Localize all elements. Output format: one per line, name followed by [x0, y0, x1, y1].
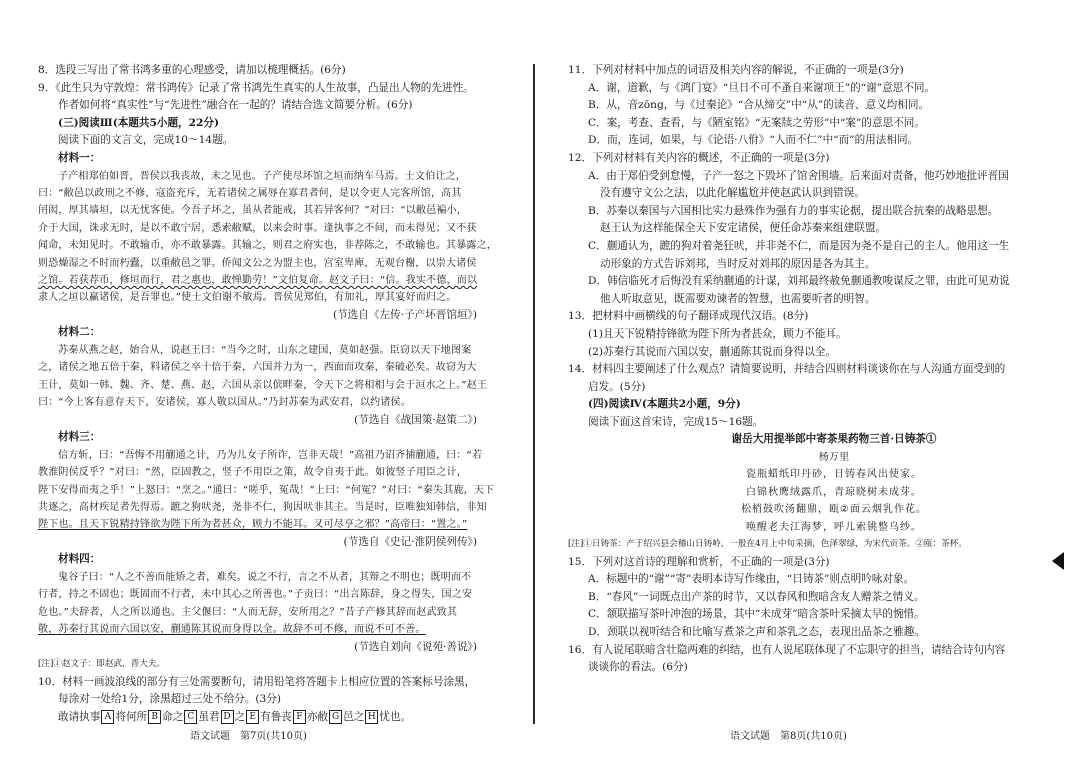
material-4-text [38, 569, 523, 639]
q11-option-a: A．谢，道歉，与《鸿门宴》“旦日不可不蚤自来谢项王”的“谢”意思不同。 [588, 81, 936, 94]
q12-option-d: D．韩信临死才后悔没有采纳蒯通的计谋，刘邦最终赦免蒯通教唆谋反之罪，由此可见劝说 [588, 275, 1010, 288]
material-1-line: 则恐燥湿之不时而朽蠹，以重敝邑之罪。侨闻文公之为盟主也，宫室卑庳，无观台榭，以崇大诸侯 [38, 257, 477, 269]
material-3-text [38, 447, 523, 534]
material-2-text [38, 342, 523, 412]
seg: 之 [234, 711, 246, 724]
poem-line-4: 唤醒老夫江海梦，呼儿索铫整乌纱。 [746, 521, 922, 533]
seg: 虽君 [198, 711, 220, 724]
q15-option-c: C．颔联描写茶叶冲泡的场景，其中“未成芽”暗含茶叶采摘太早的惋惜。 [588, 608, 925, 621]
q11-option-b: B．从，音zōng，与《过秦论》“合从缔交”中“从”的读音、意义均相同。 [588, 99, 930, 112]
q15-option-b: B．“春风”一词既点出产茶的时节，又以春风和煦暗含友人赠茶之情义。 [588, 590, 925, 603]
material-1-title: 材料一： [58, 151, 101, 164]
seg: 有鲁丧 [260, 711, 292, 724]
material-2-line: 苏秦从燕之赵，始合从，说赵王曰：“当今之时，山东之建国，莫如赵强。臣窃以天下地图案 [58, 345, 472, 356]
poem-line-1: 瓷瓶蜡纸印丹砂，日铸春风出使家。 [746, 469, 922, 481]
box-g[interactable]: G [329, 710, 342, 724]
question-14-line-2: 启发。(5分) [588, 380, 646, 393]
seg: 邑之 [343, 711, 365, 724]
material-4-source: (节选自刘向《说苑·善说》) [354, 640, 477, 653]
seg: 亦敝 [306, 711, 329, 724]
q12-option-b: B．苏秦以秦国与六国相比实力悬殊作为强有力的事实论据，提出联合抗秦的战略思想。 [588, 204, 999, 217]
material-3-line: 陛下安得而夷之乎！”上怒曰：“烹之。”通曰：“嗟乎，冤哉！”上曰：“何冤？”对曰：“秦失其鹿，天下 [38, 484, 495, 496]
question-16-line-2: 谈谈你的看法。(6分) [588, 661, 688, 674]
question-14-line-1: 14．材料四主要阐述了什么观点？请简要说明，并结合四则材料谈谈你在与人沟通方面受到的 [568, 363, 1006, 376]
poem-author: 杨万里 [818, 452, 850, 464]
question-8: 8．选段三写出了常书鸿多重的心理感受，请加以梳理概括。(6分) [38, 64, 346, 76]
question-13: 13．把材料中画横线的句子翻译成现代汉语。(8分) [568, 310, 809, 323]
page-8 [540, 0, 1080, 779]
footer-page-8: 语文试题 第8页(共10页) [730, 731, 847, 742]
answer-prefix: 敢请执事 [58, 711, 101, 724]
q12-option-c-cont: 动形象的方式告诉刘邦，当时反对刘邦的原因是各为其主。 [600, 257, 876, 270]
material-1-line: 闬闳，厚其墙垣，以无忧客使。今吾子坏之，虽从者能戒，其若异客何？”对曰：“以敝邑褊小， [38, 205, 467, 217]
question-11: 11．下列对材料中加点的词语及相关内容的解说，不正确的一项是(3分) [568, 64, 904, 76]
page-7 [0, 0, 533, 779]
material-2-title: 材料二： [58, 326, 101, 339]
q12-option-c: C．蒯通认为，蹠的狗对着尧狂吠，并非尧不仁，而是因为尧不是自己的主人。他用这一生 [588, 239, 1010, 252]
question-15: 15．下列对这首诗的理解和赏析，不正确的一项是(3分) [568, 555, 830, 568]
page-divider [533, 64, 535, 724]
material-3-line: 信方斩，曰：“吾悔不用蒯通之计，乃为儿女子所诈，岂非天哉！”高祖乃诏齐捕蒯通，曰：“若 [58, 449, 483, 461]
question-9-line-1: 9．《此生只为守敦煌：常书鸿传》记录了常书鸿先生真实的人生故事，凸显出人物的先进性。 [38, 81, 474, 94]
section-3-instruction: 阅读下面的文言文，完成10～14题。 [58, 134, 234, 147]
material-2-line: 王计，莫如一韩、魏、齐、楚、燕、赵，六国从亲以傧畔秦，令天下之将相相与会于洹水之上。”赵王 [38, 379, 488, 391]
material-4-title: 材料四： [58, 553, 101, 566]
material-4-underlined-line: 敬，苏秦行其说而六国以安，蒯通陈其说而身得以全。故辞不可不修，而说不可不善。 [38, 624, 426, 636]
q15-option-a: A．标题中的“谢”“寄”表明本诗写作缘由，“日铸茶”则点明吟咏对象。 [588, 573, 915, 586]
material-2-source: (节选自《战国策·赵策二》) [354, 413, 477, 426]
section-4-instruction: 阅读下面这首宋诗，完成15～16题。 [588, 415, 764, 428]
box-d[interactable]: D [221, 710, 234, 724]
question-10-line-1: 10．材料一画波浪线的部分有三处需要断句，请用铅笔将答题卡上相应位置的答案标号涂黑， [38, 675, 476, 688]
q15-option-d: D．颈联以视听结合和比喻写煮茶之声和茶乳之态，表现出品茶之雅趣。 [588, 626, 925, 639]
material-1-source: (节选自《左传·子产坏晋馆垣》) [332, 308, 477, 321]
material-4-line: 危也。”夫辞者，人之所以通也。主父偃曰：“人而无辞，安所用之？”昔子产修其辞而赵武致其 [38, 606, 458, 618]
footer-page-7: 语文试题 第7页(共10页) [190, 731, 307, 742]
poem-line-3: 松梢鼓吹汤翻鼎，瓯②面云烟乳作花。 [741, 504, 927, 516]
box-f[interactable]: F [293, 710, 306, 724]
poem-title: 谢岳大用提举郎中寄茶果药物三首·日铸茶① [731, 433, 937, 446]
q12-option-a: A．由于郑伯受到怠慢，子产一怒之下毁坏了馆舍围墙。后来面对责备，他巧妙地批评晋国 [588, 169, 1009, 182]
poem-line-2: 白锦秋鹰绒露爪，青琼晓树未成芽。 [746, 486, 922, 498]
box-h[interactable]: H [365, 710, 378, 724]
material-1-line: 隶人之垣以赢诸侯，是吾罪也。”使士文伯谢不敏焉。晋侯见郑伯，有加礼，厚其宴好而归之。 [38, 292, 457, 304]
section-4-heading: (四)阅读Ⅳ(本题共2小题，9分) [588, 398, 741, 411]
material-1-line: 介于大国，诛求无时，是以不敢宁居，悉索敝赋，以来会时事。逢执事之不间，而未得见；又不获 [38, 222, 477, 234]
q12-option-d-cont: 他人听取意见，既需要劝谏者的智慧，也需要听者的明智。 [600, 292, 876, 305]
material-4-line: 行者，持之不固也；既固而不行者，未中其心之所善也。”子贡曰：“出言陈辞，身之得失，国之安 [38, 589, 473, 601]
q11-option-c: C．案，考查、查看，与《陋室铭》“无案牍之劳形”中“案”的意思不同。 [588, 116, 925, 129]
material-1-wavy-line: 之馆。若获荐币，修垣而行，君之惠也，敢惮勤劳！”文伯复命。赵文子曰：“信。我实不德，而以 [38, 275, 478, 286]
question-9-line-2: 作者如何将“真实性”与“先进性”融合在一起的？请结合选文简要分析。(6分) [58, 99, 413, 112]
section-3-heading: (三)阅读Ⅲ(本题共5小题，22分) [58, 116, 220, 129]
material-3-underlined-line: 陛下也。且天下锐精持锋欲为陛下所为者甚众，顾力不能耳。又可尽亨之邪？”高帝曰：“置之。” [38, 519, 468, 531]
material-2-line: 之，诸侯之地五倍于秦，料诸侯之卒十倍于秦，六国并力为一，西面而攻秦，秦破必矣。故窃为大 [38, 362, 477, 374]
page-edge-marker [1052, 552, 1064, 570]
material-3-line: 教淮阴侯反乎？”对曰：“然，臣固教之，竖子不用臣之策，故令自夷于此。如彼竖子用臣之计， [38, 467, 467, 479]
material-3-line: 共逐之，高材疾足者先得焉。蹠之狗吠尧，尧非不仁，狗因吠非其主。当是时，臣唯独知韩信，非知 [38, 502, 487, 514]
q13-item-1: (1)且天下锐精持锋欲为陛下所为者甚众，顾力不能耳。 [588, 327, 847, 340]
poem-note: [注]①日铸茶：产于绍兴县会稽山日铸岭，一般在4月上中旬采摘，色泽翠绿，为宋代贡茶。②瓯：茶杯。 [568, 539, 967, 550]
material-1-line: 曰：“敝邑以政刑之不修，寇盗充斥，无若诸侯之属辱在寡君者何，是以令吏人完客所馆，高其 [38, 187, 462, 199]
question-12: 12．下列对材料有关内容的概述，不正确的一项是(3分) [568, 151, 830, 164]
material-1-line: 子产相郑伯如晋，晋侯以我丧故，未之见也。子产使尽坏馆之垣而纳车马焉。士文伯让之， [58, 170, 466, 182]
q11-option-d: D．而，连词，如果，与《论语·八佾》“人而不仁”中“而”的用法相同。 [588, 134, 919, 147]
seg: 命之 [162, 711, 184, 724]
q12-option-b-cont: 赵王认为这样能保全天下安定诸侯，便任命苏秦来组建联盟。 [600, 222, 887, 235]
question-10-answer-line [38, 709, 523, 727]
box-b[interactable]: B [148, 710, 161, 724]
material-3-source: (节选自《史记·淮阴侯列传》) [343, 535, 477, 548]
material-4-line: 鬼谷子曰：“人之不善而能矫之者，难矣。说之不行，言之不从者，其辩之不明也；既明而不 [58, 572, 472, 584]
material-1-line: 闻命，未知见时。不敢输币，亦不敢暴露。其输之，则君之府实也，非荐陈之，不敢输也。其暴露之， [38, 240, 497, 252]
box-e[interactable]: E [246, 710, 259, 724]
question-10-line-2: 每涂对一处给1分，涂黑超过三处不给分。(3分) [58, 693, 282, 706]
box-c[interactable]: C [184, 710, 197, 724]
material-1-text [38, 168, 523, 307]
seg: 将何所 [115, 711, 148, 724]
material-4-note: [注]①赵文子：即赵武，晋大夫。 [38, 659, 166, 670]
box-a[interactable]: A [101, 710, 114, 724]
material-3-title: 材料三： [58, 431, 101, 444]
question-16-line-1: 16．有人说尾联暗含壮隐两难的纠结，也有人说尾联体现了不忘职守的担当，请结合诗句内容 [568, 643, 1006, 656]
q13-item-2: (2)苏秦行其说而六国以安，蒯通陈其说而身得以全。 [588, 345, 837, 358]
material-2-line: 曰：“今上客有意存天下，安诸侯，寡人敬以国从。”乃封苏秦为武安君，以约诸侯。 [38, 397, 411, 409]
seg: 忧也。 [379, 711, 412, 724]
q12-option-a-cont: 没有遵守文公之法，以此化解尴尬并使赵武认识到错误。 [600, 187, 865, 200]
